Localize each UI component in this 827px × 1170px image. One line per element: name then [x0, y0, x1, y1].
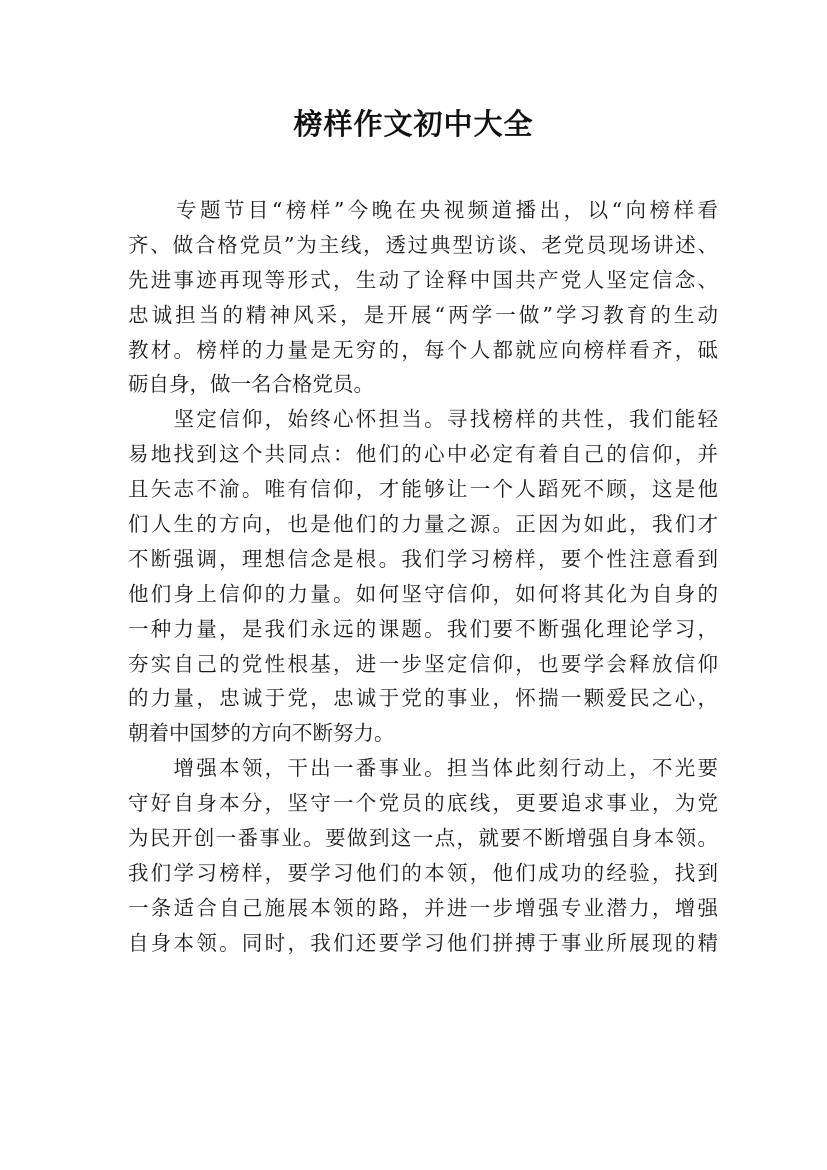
text-line: 增强本领，干出一番事业。担当体此刻行动上，不光要 [128, 756, 718, 781]
paragraph-1 [128, 193, 718, 402]
text-line: 且矢志不渝。唯有信仰，才能够让一个人蹈死不顾，这是他 [128, 477, 718, 502]
text-line: 们人生的方向，也是他们的力量之源。正因为如此，我们才 [128, 512, 718, 537]
text-line: 专题节目“榜样”今晚在央视频道播出，以“向榜样看 [128, 198, 718, 222]
text-line: 他们身上信仰的力量。如何坚守信仰，如何将其化为自身的 [128, 581, 718, 606]
text-line: 齐、做合格党员”为主线，透过典型访谈、老党员现场讲述、 [128, 232, 718, 257]
text-line: 砺自身，做一名合格党员。 [128, 372, 374, 397]
paragraph-2 [128, 402, 718, 751]
text-line: 一条适合自己施展本领的路，并进一步增强专业潜力，增强 [128, 895, 718, 920]
text-line: 朝着中国梦的方向不断努力。 [128, 721, 395, 746]
text-line: 教材。榜样的力量是无穷的，每个人都就应向榜样看齐，砥 [128, 337, 718, 362]
text-line: 一种力量，是我们永远的课题。我们要不断强化理论学习， [128, 616, 718, 641]
text-line: 不断强调，理想信念是根。我们学习榜样，要个性注意看到 [128, 546, 718, 571]
paragraph-3 [128, 751, 718, 960]
text-line: 夯实自己的党性根基，进一步坚定信仰，也要学会释放信仰 [128, 651, 718, 676]
text-line: 坚定信仰，始终心怀担当。寻找榜样的共性，我们能轻 [128, 407, 718, 432]
text-line: 先进事迹再现等形式，生动了诠释中国共产党人坚定信念、 [128, 267, 718, 292]
text-line: 自身本领。同时，我们还要学习他们拼搏于事业所展现的精 [128, 930, 718, 955]
text-line: 我们学习榜样，要学习他们的本领，他们成功的经验，找到 [128, 860, 718, 885]
document-title: 榜样作文初中大全 [293, 107, 534, 141]
text-line: 为民开创一番事业。要做到这一点，就要不断增强自身本领。 [128, 826, 718, 851]
text-line: 守好自身本分，坚守一个党员的底线，更要追求事业，为党 [128, 791, 718, 816]
text-line: 忠诚担当的精神风采，是开展“两学一做”学习教育的生动 [128, 302, 718, 327]
text-line: 易地找到这个共同点：他们的心中必定有着自己的信仰，并 [128, 442, 718, 467]
text-line: 的力量，忠诚于党，忠诚于党的事业，怀揣一颗爱民之心， [128, 686, 718, 711]
document-body [128, 193, 718, 961]
